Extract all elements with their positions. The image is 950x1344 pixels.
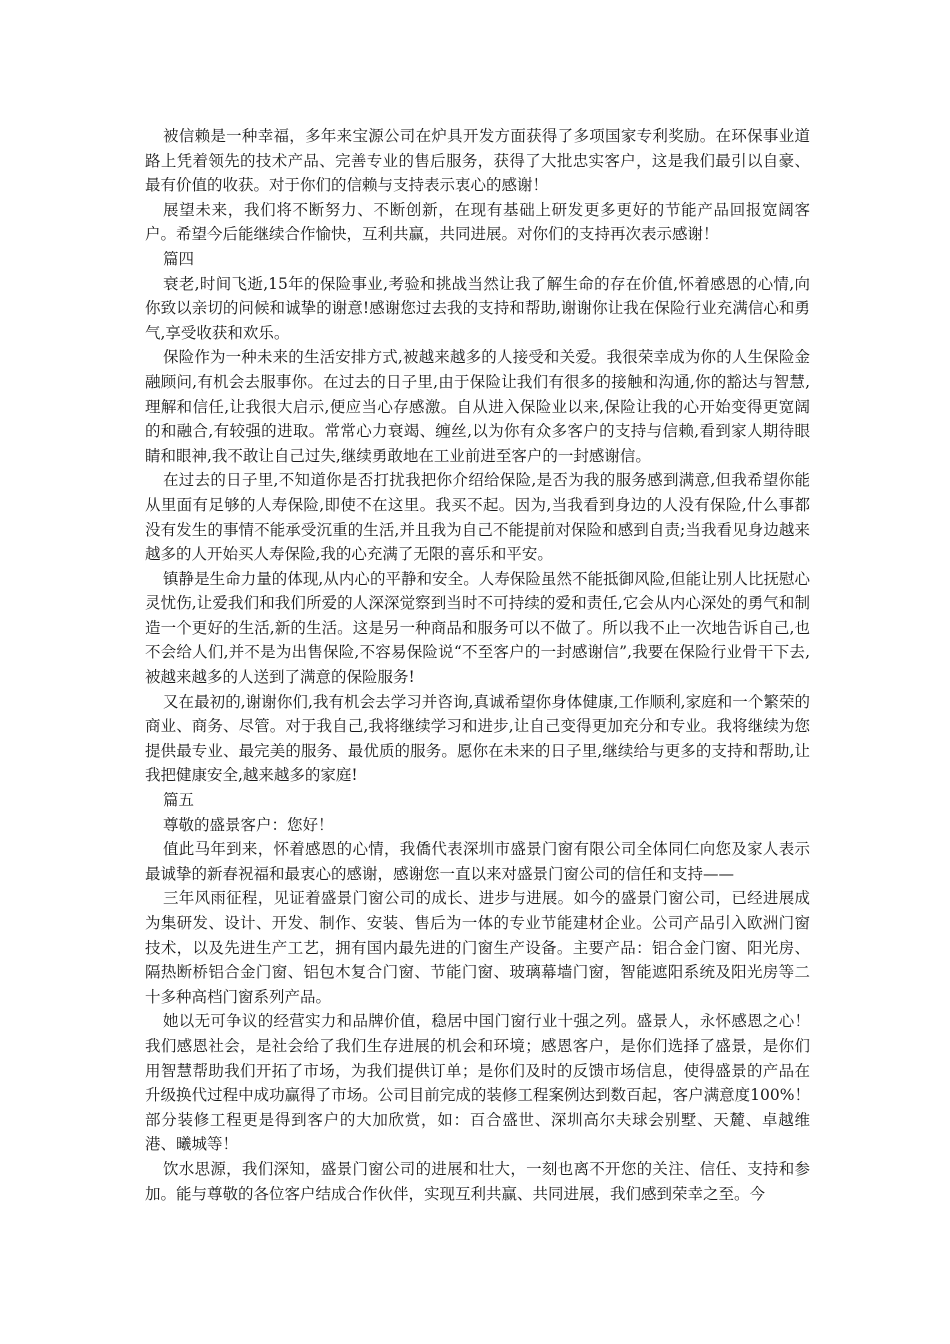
paragraph-gratitude-source: 饮水思源，我们深知，盛景门窗公司的进展和壮大，一刻也离不开您的关注、信任、支持和参加。能与尊敬的各位客户结成合作伙伴，实现互利共赢、共同进展，我们感到荣幸之至。今 [145,1159,810,1203]
paragraph-insurance-thanks: 又在最初的,谢谢你们,我有机会去学习并咨询,真诚希望你身体健康,工作顺利,家庭和一个繁荣的商业、商务、尽管。对于我自己,我将继续学习和进步,让自己变得更加充分和专业。我将继续为您提供最专业、最完美的服务、最优质的服务。愿你在未来的日子里,继续给与更多的支持和帮助,让我把健康安全,越来越多的家庭! [145,692,810,785]
paragraph-three-years: 三年风雨征程，见证着盛景门窗公司的成长、进步与进展。如今的盛景门窗公司，已经进展成为集研发、设计、开发、制作、安装、售后为一体的专业节能建材企业。公司产品引入欧洲门窗技术，以及先进生产工艺，拥有国内最先进的门窗生产设备。主要产品：铝合金门窗、阳光房、隔热断桥铝合金门窗、铝包木复合门窗、节能门窗、玻璃幕墙门窗，智能遮阳系统及阳光房等二十多种高档门窗系列产品。 [145,889,810,1006]
paragraph-insurance-calm: 镇静是生命力量的体现,从内心的平静和安全。人寿保险虽然不能抵御风险,但能让别人比抚慰心灵忧伤,让爱我们和我们所爱的人深深觉察到当时不可持续的爱和责任,它会从内心深处的勇气和制造一个更好的生活,新的生活。这是另一种商品和服务可以不做了。所以我不止一次地告诉自己,也不会给人们,并不是为出售保险,不容易保险说“不至客户的一封感谢信”,我要在保险行业骨干下去,被越来越多的人送到了满意的保险服务! [145,569,810,687]
salutation: 尊敬的盛景客户：您好！ [163,815,334,834]
paragraph-insurance-lifestyle: 保险作为一种未来的生活安排方式,被越来越多的人接受和关爱。我很荣幸成为你的人生保险金融顾问,有机会去服事你。在过去的日子里,由于保险让我们有很多的接触和沟通,你的豁达与智慧,理解和信任,让我很大启示,便应当心存感激。自从进入保险业以来,保险让我的心开始变得更宽阔的和融合,有较强的进取。常常心力衰竭、缠丝,以为你有众多客户的支持与信赖,看到家人期待眼睛和眼神,我不敢让自己过失,继续勇敢地在工业前进至客户的一封感谢信。 [145,348,810,465]
document-body [145,124,810,1206]
paragraph-insurance-intro: 衰老,时间飞逝,15年的保险事业,考验和挑战当然让我了解生命的存在价值,怀着感恩的心情,向你致以亲切的问候和诚挚的谢意!感谢您过去我的支持和帮助,谢谢你让我在保险行业充满信心和勇气,享受收获和欢乐。 [145,274,810,342]
paragraph-insurance-past: 在过去的日子里,不知道你是否打扰我把你介绍给保险,是否为我的服务感到满意,但我希望你能从里面有足够的人寿保险,即使不在这里。我买不起。因为,当我看到身边的人没有保险,什么事都没有发生的事情不能承受沉重的生活,并且我为自己不能提前对保险和感到自责;当我看见身边越来越多的人开始买人寿保险,我的心充满了无限的喜乐和平安。 [145,471,810,564]
paragraph-brand-value: 她以无可争议的经营实力和品牌价值，稳居中国门窗行业十强之列。盛景人，永怀感恩之心！我们感恩社会，是社会给了我们生存进展的机会和环境；感恩客户，是你们选择了盛景，是你们用智慧帮助我们开拓了市场，为我们提供订单；是你们及时的反馈市场信息，使得盛景的产品在升级换代过程中成功赢得了市场。公司目前完成的装修工程案例达到数百起，客户满意度100%！部分装修工程更是得到客户的大加欣赏，如：百合盛世、深圳高尔夫球会别墅、天麓、卓越维港、曦城等！ [145,1012,810,1154]
paragraph-looking-forward: 展望未来，我们将不断努力、不断创新，在现有基础上研发更多更好的节能产品回报宽阔客户。希望今后能继续合作愉快，互利共赢，共同进展。对你们的支持再次表示感谢！ [145,200,810,244]
paragraph-baoyuan-trust: 被信赖是一种幸福，多年来宝源公司在炉具开发方面获得了多项国家专利奖励。在环保事业道路上凭着领先的技术产品、完善专业的售后服务，获得了大批忠实客户，这是我们最引以自豪、最有价值的收获。对于你们的信赖与支持表示衷心的感谢！ [145,127,810,195]
section-heading-5: 篇五 [163,791,195,810]
paragraph-new-year-greeting: 值此马年到来，怀着感恩的心情，我僑代表深圳市盛景门窗有限公司全体同仁向您及家人表示最诚挚的新春祝福和最衷心的感谢，感谢您一直以来对盛景门窗公司的信任和支持—— [145,840,810,883]
section-heading-4: 篇四 [163,249,195,268]
